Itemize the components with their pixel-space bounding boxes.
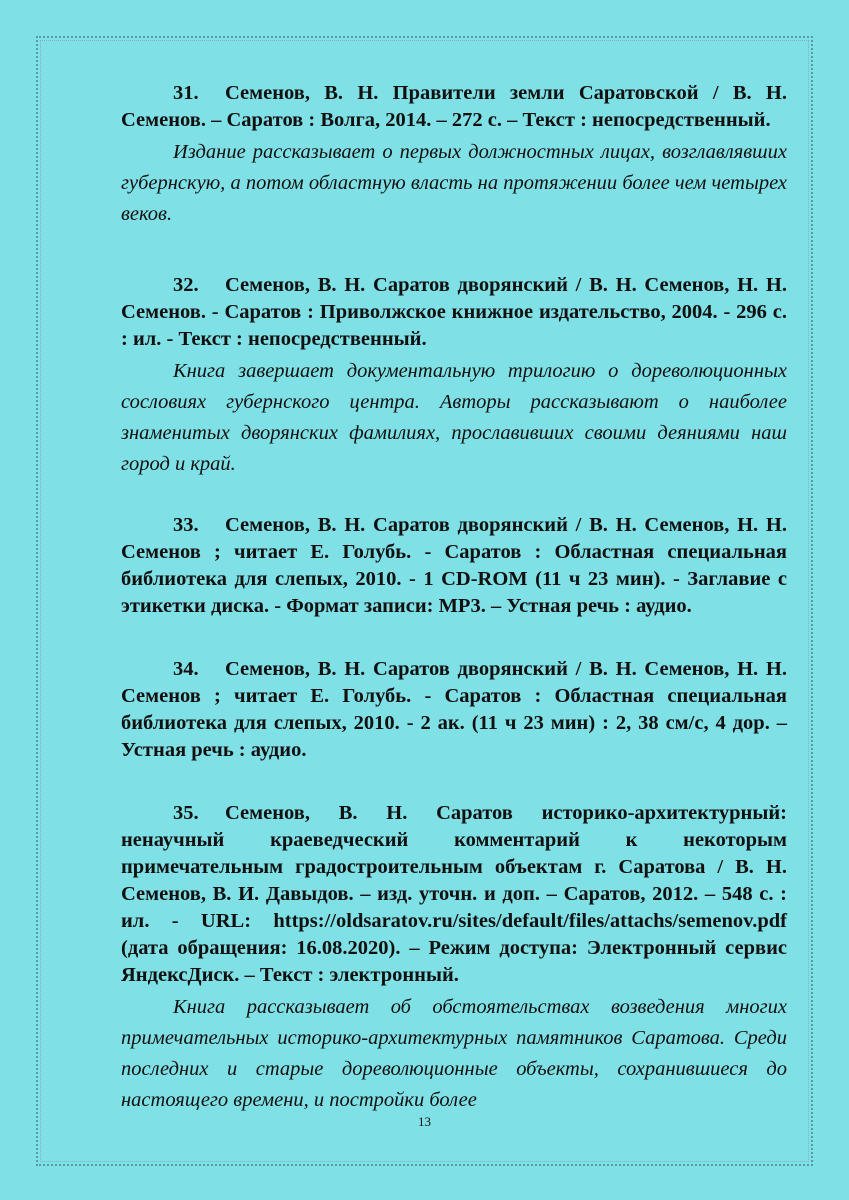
entry-annotation: Издание рассказывает о первых должностных лицах, возглавлявших губернскую, а потом областную власть на протяжении более чем четырех веков.: [121, 141, 787, 225]
citation-text: Семенов, В. Н. Правители земли Саратовской / В. Н. Семенов. – Саратов : Волга, 2014. – 272 с. – Текст : непосредственный.: [121, 82, 787, 131]
citation-text: Семенов, В. Н. Саратов дворянский / В. Н. Семенов, Н. Н. Семенов ; читает Е. Голубь. - Саратов : Областная специальная библиотека для слепых, 2010. - 1 CD-ROM (11 ч 23 мин). - Заглавие с этикетки диска. - Формат записи: MP3. – Устная речь : аудио.: [121, 514, 787, 617]
citation-text: Семенов, В. Н. Саратов дворянский / В. Н. Семенов, Н. Н. Семенов ; читает Е. Голубь. - Саратов : Областная специальная библиотека для слепых, 2010. - 2 ак. (11 ч 23 мин) : 2, 38 см/с, 4 дор. – Устная речь : аудио.: [121, 658, 787, 761]
page-number: 13: [418, 1114, 431, 1129]
entry-citation: [121, 512, 787, 620]
bibliography-entry-31: [121, 80, 787, 230]
entry-number: 33.: [173, 514, 199, 536]
entry-number: 35.: [173, 802, 199, 824]
entry-citation: [121, 800, 787, 989]
entry-citation: [121, 656, 787, 764]
bibliography-entry-35: [121, 800, 787, 1116]
citation-text: Семенов, В. Н. Саратов историко-архитектурный: ненаучный краеведческий комментарий к некоторым примечательным градостроительным объектам г. Саратова / В. Н. Семенов, В. И. Давыдов. – изд. уточн. и доп. – Саратов, 2012. – 548 с. : ил. - URL: https://oldsaratov.ru/sites/default/files/attachs/semenov.pdf (дата обращения: 16.08.2020). – Режим доступа: Электронный сервис ЯндексДиск. – Текст : электронный.: [121, 802, 787, 986]
entry-number: 34.: [173, 658, 199, 680]
entry-number: 32.: [173, 274, 199, 296]
entry-annotation: Книга рассказывает об обстоятельствах возведения многих примечательных историко-архитектурных памятников Саратова. Среди последних и старые дореволюционные объекты, сохранившиеся до настоящего времени, и постройки более: [121, 996, 787, 1111]
entry-annotation: Книга завершает документальную трилогию о дореволюционных сословиях губернского центра. Авторы рассказывают о наиболее знаменитых дворянских фамилиях, прославивших своими деяниями наш город и край.: [121, 360, 787, 475]
citation-text: Семенов, В. Н. Саратов дворянский / В. Н. Семенов, Н. Н. Семенов. - Саратов : Приволжское книжное издательство, 2004. - 296 с. : ил. - Текст : непосредственный.: [121, 274, 787, 350]
entry-citation: [121, 80, 787, 134]
entry-citation: [121, 272, 787, 353]
bibliography-list: [121, 80, 787, 1136]
entry-number: 31.: [173, 82, 199, 104]
bibliography-entry-32: [121, 272, 787, 480]
bibliography-entry-33: [121, 512, 787, 620]
bibliography-entry-34: [121, 656, 787, 764]
